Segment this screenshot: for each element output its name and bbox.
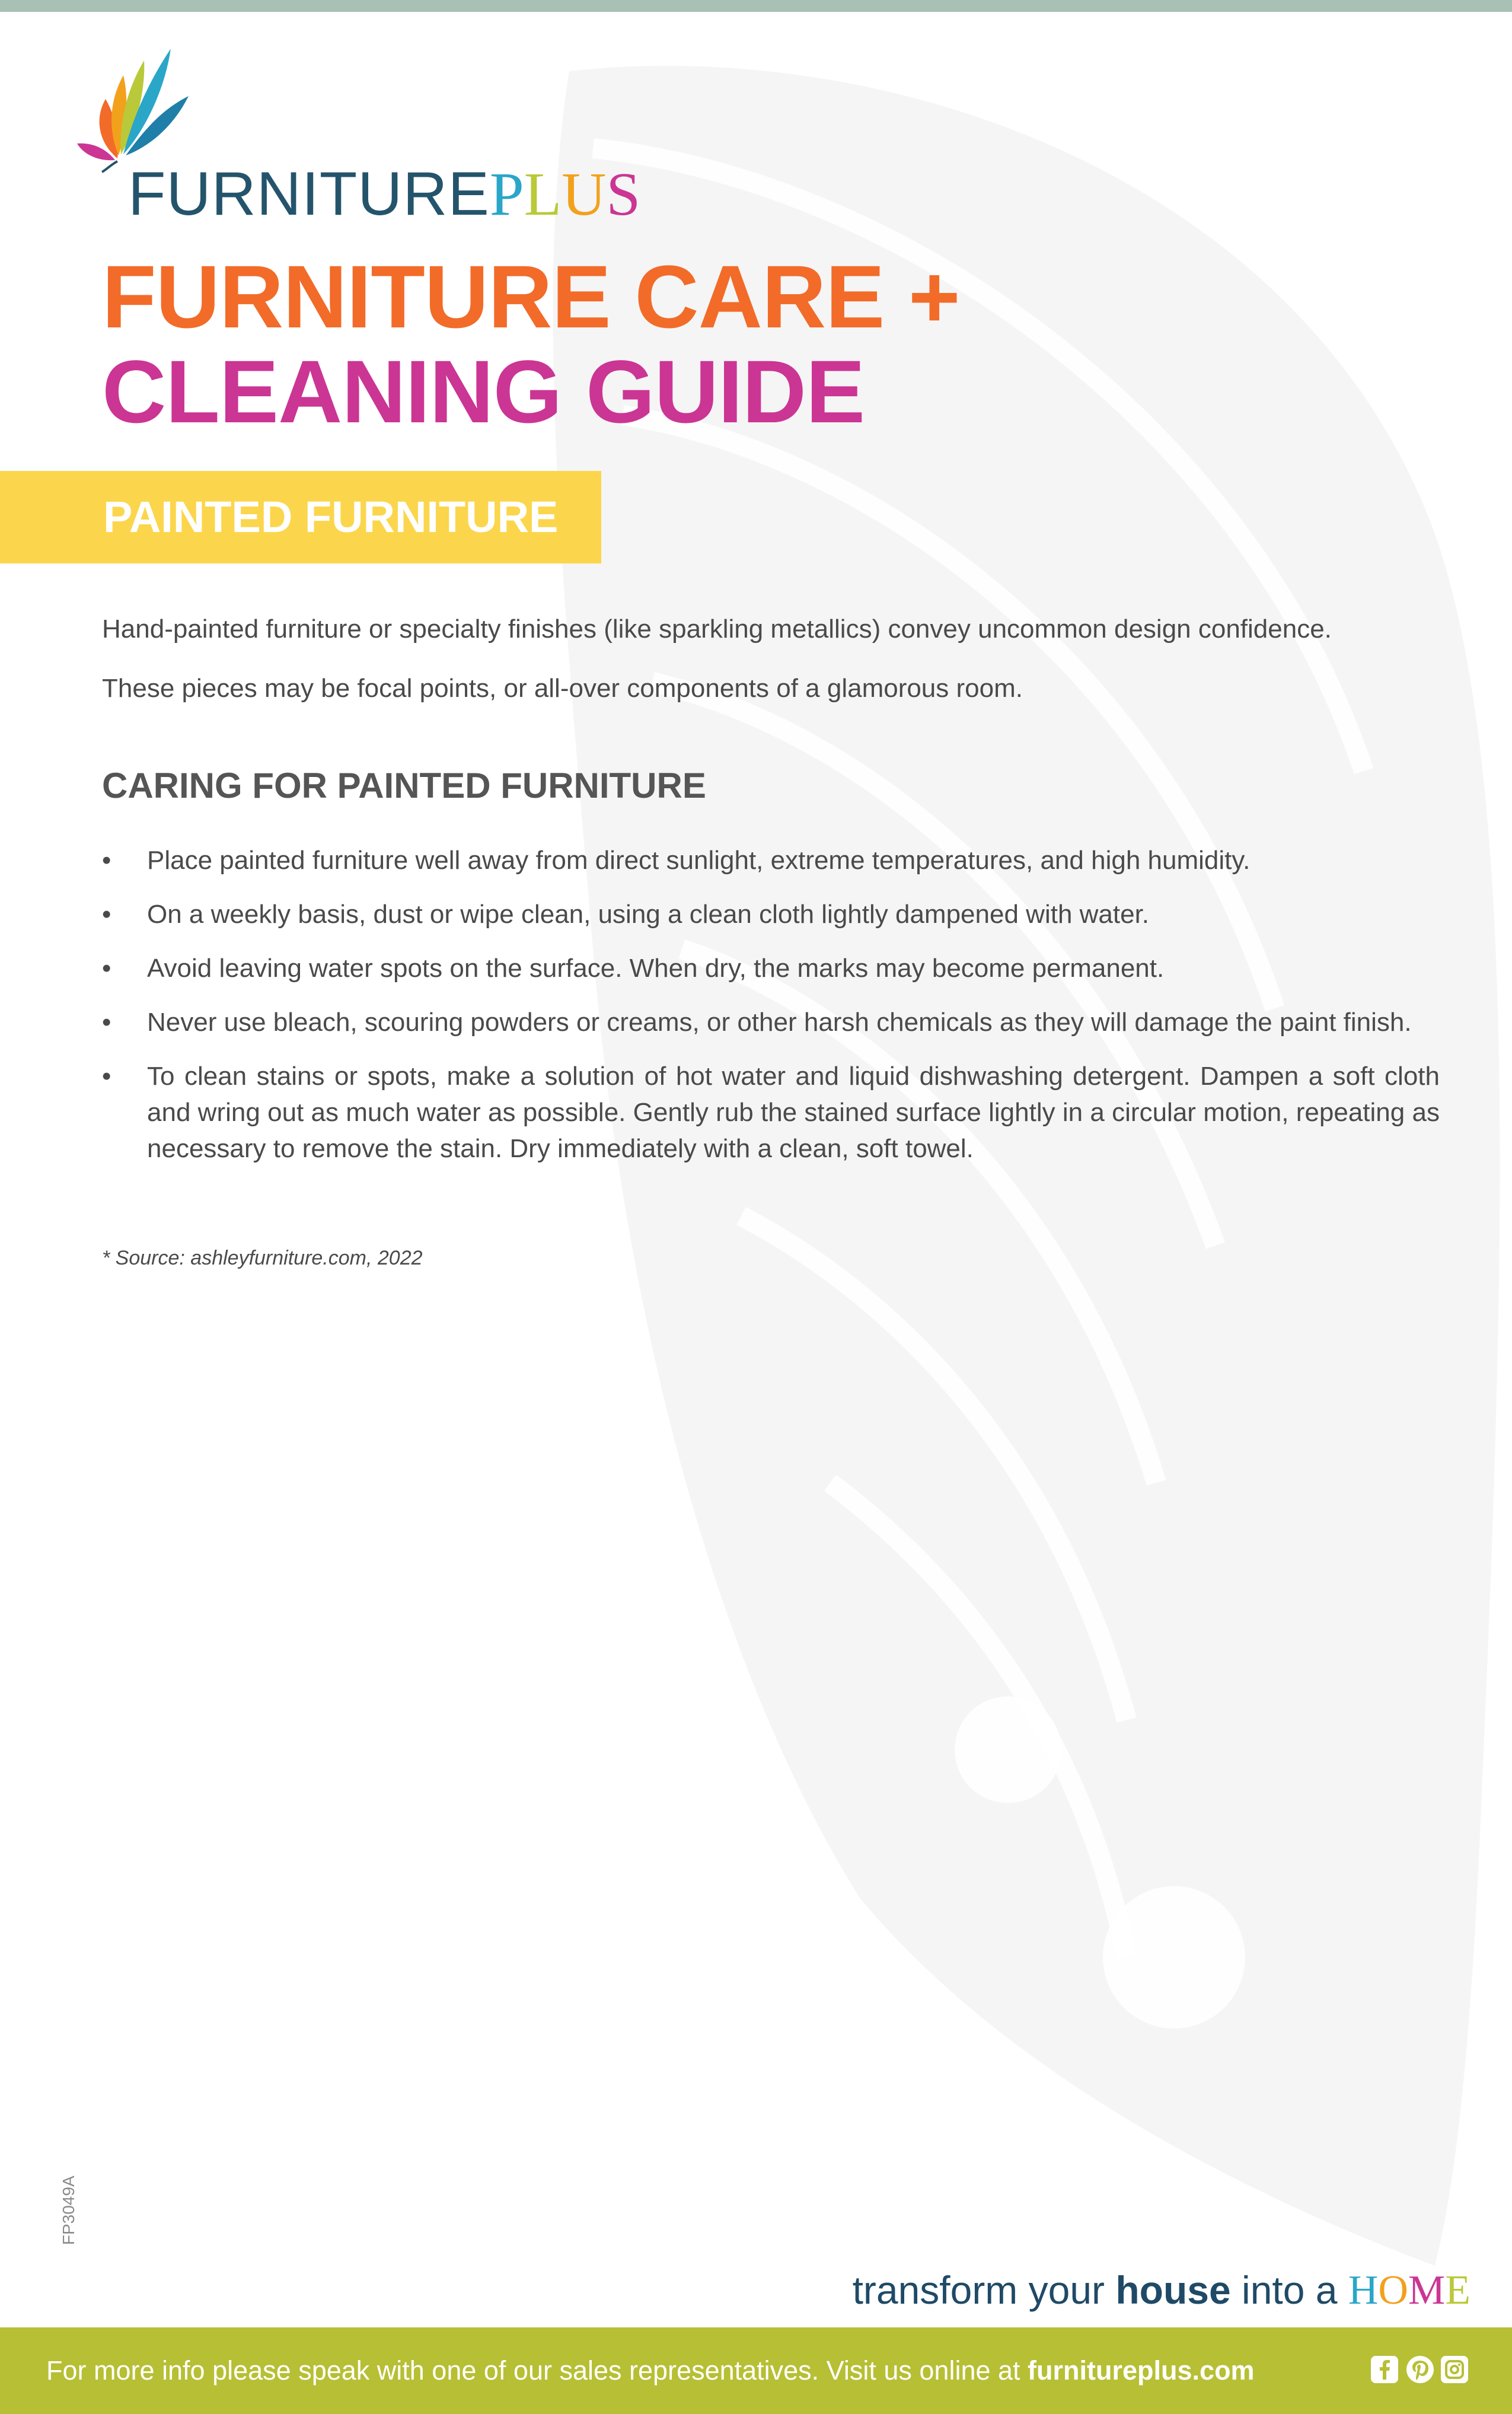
tagline-part: transform your [852, 2268, 1116, 2312]
logo-wordmark [128, 155, 640, 233]
intro-paragraph: These pieces may be focal points, or all-over components of a glamorous room. [102, 674, 1023, 703]
tagline-home-letter: O [1378, 2267, 1408, 2313]
website-link[interactable]: furnitureplus.com [1028, 2355, 1255, 2386]
intro-paragraph: Hand-painted furniture or specialty finishes (like sparkling metallics) convey uncommon design confidence. [102, 614, 1332, 644]
tagline [853, 2267, 1470, 2314]
list-item [102, 842, 1440, 878]
bullet-icon: • [102, 846, 111, 875]
list-item-text: Avoid leaving water spots on the surface. When dry, the marks may become permanent. [147, 954, 1165, 983]
bullet-icon: • [102, 1008, 111, 1037]
list-item [102, 1058, 1440, 1167]
source-note: * Source: ashleyfurniture.com, 2022 [102, 1247, 423, 1269]
logo-furniture-word: FURNITURE [128, 160, 490, 228]
logo-plus-word [490, 160, 640, 228]
pinterest-icon[interactable] [1406, 2356, 1434, 2383]
tagline-part: into a [1230, 2268, 1348, 2312]
facebook-icon[interactable] [1371, 2356, 1398, 2383]
care-list [102, 842, 1440, 1184]
tagline-strong: house [1115, 2268, 1231, 2312]
tagline-home-letter: M [1408, 2267, 1446, 2313]
butterfly-logo-icon [76, 43, 194, 173]
list-item-text: On a weekly basis, dust or wipe clean, using a clean cloth lightly dampened with water. [147, 900, 1150, 929]
list-item-text: Place painted furniture well away from direct sunlight, extreme temperatures, and high humidity. [147, 846, 1251, 875]
furnitureplus-logo[interactable] [76, 43, 645, 228]
intro-text [102, 611, 1454, 730]
footer-message: For more info please speak with one of our sales representatives. Visit us online at [46, 2355, 1028, 2386]
section-banner [0, 471, 601, 563]
instagram-icon[interactable] [1441, 2356, 1468, 2383]
section-banner-label: PAINTED FURNITURE [103, 492, 559, 542]
bullet-icon: • [102, 900, 111, 929]
bullet-icon: • [102, 1062, 111, 1091]
page-title-line-1: FURNITURE CARE + [102, 247, 960, 346]
footer-bar [0, 2327, 1512, 2414]
list-item-text: Never use bleach, scouring powders or creams, or other harsh chemicals as they will damage the paint finish. [147, 1008, 1412, 1037]
document-id: FP3049A [59, 2176, 78, 2245]
bullet-icon: • [102, 954, 111, 983]
logo-plus-letter: L [524, 160, 562, 228]
list-item-text: To clean stains or spots, make a solution of hot water and liquid dishwashing detergent. Dampen a soft cloth and wring out as much water as possible. Gently rub the stained surface lightly in a circular motion, repeating as necessary to remove the stain. Dry immediately with a clean, soft towel. [147, 1062, 1440, 1163]
footer-text [46, 2327, 1255, 2414]
logo-plus-letter: S [606, 160, 641, 228]
logo-plus-letter: U [562, 160, 607, 228]
logo-plus-letter: P [489, 160, 524, 228]
list-item [102, 1004, 1440, 1040]
list-item [102, 950, 1440, 986]
tagline-home [1348, 2267, 1470, 2313]
page-title-line-2: CLEANING GUIDE [102, 342, 865, 441]
tagline-home-letter: E [1445, 2267, 1470, 2313]
list-item [102, 896, 1440, 932]
tagline-home-letter: H [1348, 2267, 1379, 2313]
section-heading: CARING FOR PAINTED FURNITURE [102, 766, 706, 805]
